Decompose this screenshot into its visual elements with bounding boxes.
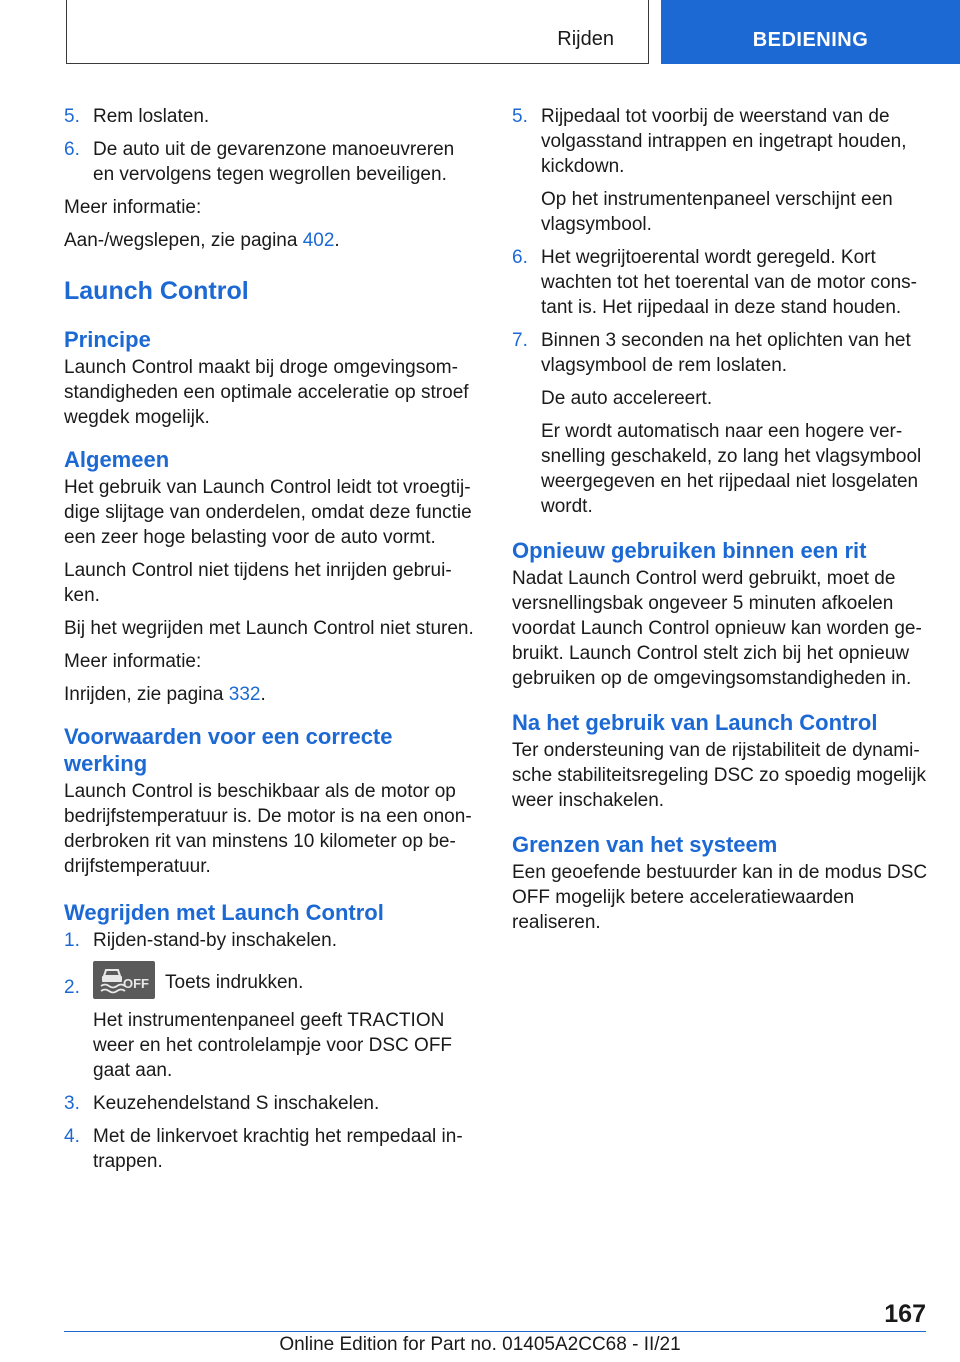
more-info-label: Meer informatie:	[64, 651, 202, 672]
step-text: De auto uit de gevarenzone manoeuvreren en vervolgens tegen wegrollen beveiligen.	[93, 139, 455, 185]
paragraph-voorwaarden: Launch Control is beschikbaar als de motor op bedrijfstemperatuur is. De motor is na een ononderbroken rit van minstens 10 kilometer op bedrijfstemperatuur.	[64, 781, 472, 877]
paragraph-opnieuw: Nadat Launch Control werd gebruikt, moet de versnellingsbak ongeveer 5 minuten afkoelen voordat Launch Control opnieuw kan worden gebruikt. Launch Control stelt zich bij het opnieuw gebruiken op de omgevingsomstandigheden in.	[512, 568, 922, 689]
paragraph-algemeen-3: Bij het wegrijden met Launch Control niet sturen.	[64, 618, 474, 639]
step-number: 2.	[64, 977, 80, 998]
step-text-wrap	[93, 967, 480, 1000]
step-7-detail-2: Er wordt automatisch naar een hogere versnelling geschakeld, zo lang het vlagsymbool weergegeven en het rijpedaal niet losgelaten wordt.	[541, 421, 922, 517]
paragraph-algemeen-2: Launch Control niet tijdens het inrijden gebruiken.	[64, 560, 452, 606]
step-text: Met de linkervoet krachtig het rempedaal intrappen.	[93, 1126, 463, 1172]
step-2-detail: Het instrumentenpaneel geeft TRACTION weer en het controlelampje voor DSC OFF gaat aan.	[93, 1010, 453, 1081]
paragraph-grenzen: Een geoefende bestuurder kan in de modus DSC OFF mogelijk betere acceleratiewaarden realiseren.	[512, 862, 928, 933]
step-number: 5.	[512, 106, 528, 127]
page-link-332[interactable]: 332	[228, 684, 261, 705]
step-text: Rijden-stand-by inschakelen.	[93, 930, 337, 951]
more-info-label: Meer informatie:	[64, 197, 202, 218]
step-text: Rem loslaten.	[93, 106, 210, 127]
page-number: 167	[884, 1300, 926, 1328]
step-1	[64, 928, 480, 953]
step-6	[512, 245, 928, 320]
step-number: 5.	[64, 106, 80, 127]
step-text: Toets indrukken.	[165, 972, 304, 994]
step-5-brake	[64, 104, 480, 129]
step-text: Het wegrijtoerental wordt geregeld. Kort wachten tot het toerental van de motor constant is. Het rijpedaal in deze stand houden.	[541, 247, 917, 318]
step-2	[64, 967, 480, 1000]
right-column	[512, 104, 928, 943]
chapter-tab: BEDIENING	[661, 0, 960, 64]
step-text: Keuzehendelstand S inschakelen.	[93, 1093, 380, 1114]
step-text: Binnen 3 seconden na het oplichten van het vlagsymbool de rem loslaten.	[541, 330, 911, 376]
dsc-off-label: OFF	[123, 976, 149, 991]
heading-principe: Principe	[64, 327, 151, 352]
step-7-detail-1: De auto accelereert.	[541, 388, 713, 409]
step-3	[64, 1091, 480, 1116]
heading-opnieuw: Opnieuw gebruiken binnen een rit	[512, 538, 867, 563]
step-7	[512, 328, 928, 378]
step-number: 6.	[64, 139, 80, 160]
heading-na-gebruik: Na het gebruik van Launch Control	[512, 710, 878, 735]
step-6-move-car	[64, 137, 480, 187]
step-5-detail: Op het instrumentenpaneel verschijnt een vlagsymbool.	[541, 189, 893, 235]
step-number: 6.	[512, 247, 528, 268]
page-link-402[interactable]: 402	[302, 230, 335, 251]
left-column	[64, 104, 480, 1182]
step-number: 7.	[512, 330, 528, 351]
step-5	[512, 104, 928, 179]
paragraph-principe: Launch Control maakt bij droge omgevingsomstandigheden een optimale acceleratie op stroef wegdek mogelijk.	[64, 357, 469, 428]
step-number: 4.	[64, 1126, 80, 1147]
step-number: 3.	[64, 1093, 80, 1114]
section-title: Rijden	[557, 28, 614, 50]
heading-wegrijden: Wegrijden met Launch Control	[64, 900, 384, 925]
dsc-off-icon	[93, 961, 155, 999]
heading-algemeen: Algemeen	[64, 447, 170, 472]
paragraph-na-gebruik: Ter ondersteuning van de rijstabiliteit de dynamische stabiliteitsregeling DSC zo spoedig mogelijk weer inschakelen.	[512, 740, 926, 811]
step-number: 1.	[64, 930, 80, 951]
heading-voorwaarden: Voorwaarden voor een correcte werking	[64, 724, 393, 776]
heading-grenzen: Grenzen van het systeem	[512, 832, 778, 857]
step-text: Rijpedaal tot voorbij de weerstand van de volgasstand intrappen en ingetrapt houden, kickdown.	[541, 106, 907, 177]
step-4	[64, 1124, 480, 1174]
heading-launch-control: Launch Control	[64, 277, 249, 305]
footer-divider	[64, 1331, 926, 1332]
footer-edition: Online Edition for Part no. 01405A2CC68 - II/21	[279, 1334, 681, 1355]
reference-running-in: Inrijden, zie pagina 332.	[64, 684, 266, 705]
reference-towing: Aan-/wegslepen, zie pagina 402.	[64, 230, 340, 251]
paragraph-algemeen-1: Het gebruik van Launch Control leidt tot vroegtijdige slijtage van onderdelen, omdat deze functie een zeer hoge belasting voor de auto vormt.	[64, 477, 472, 548]
